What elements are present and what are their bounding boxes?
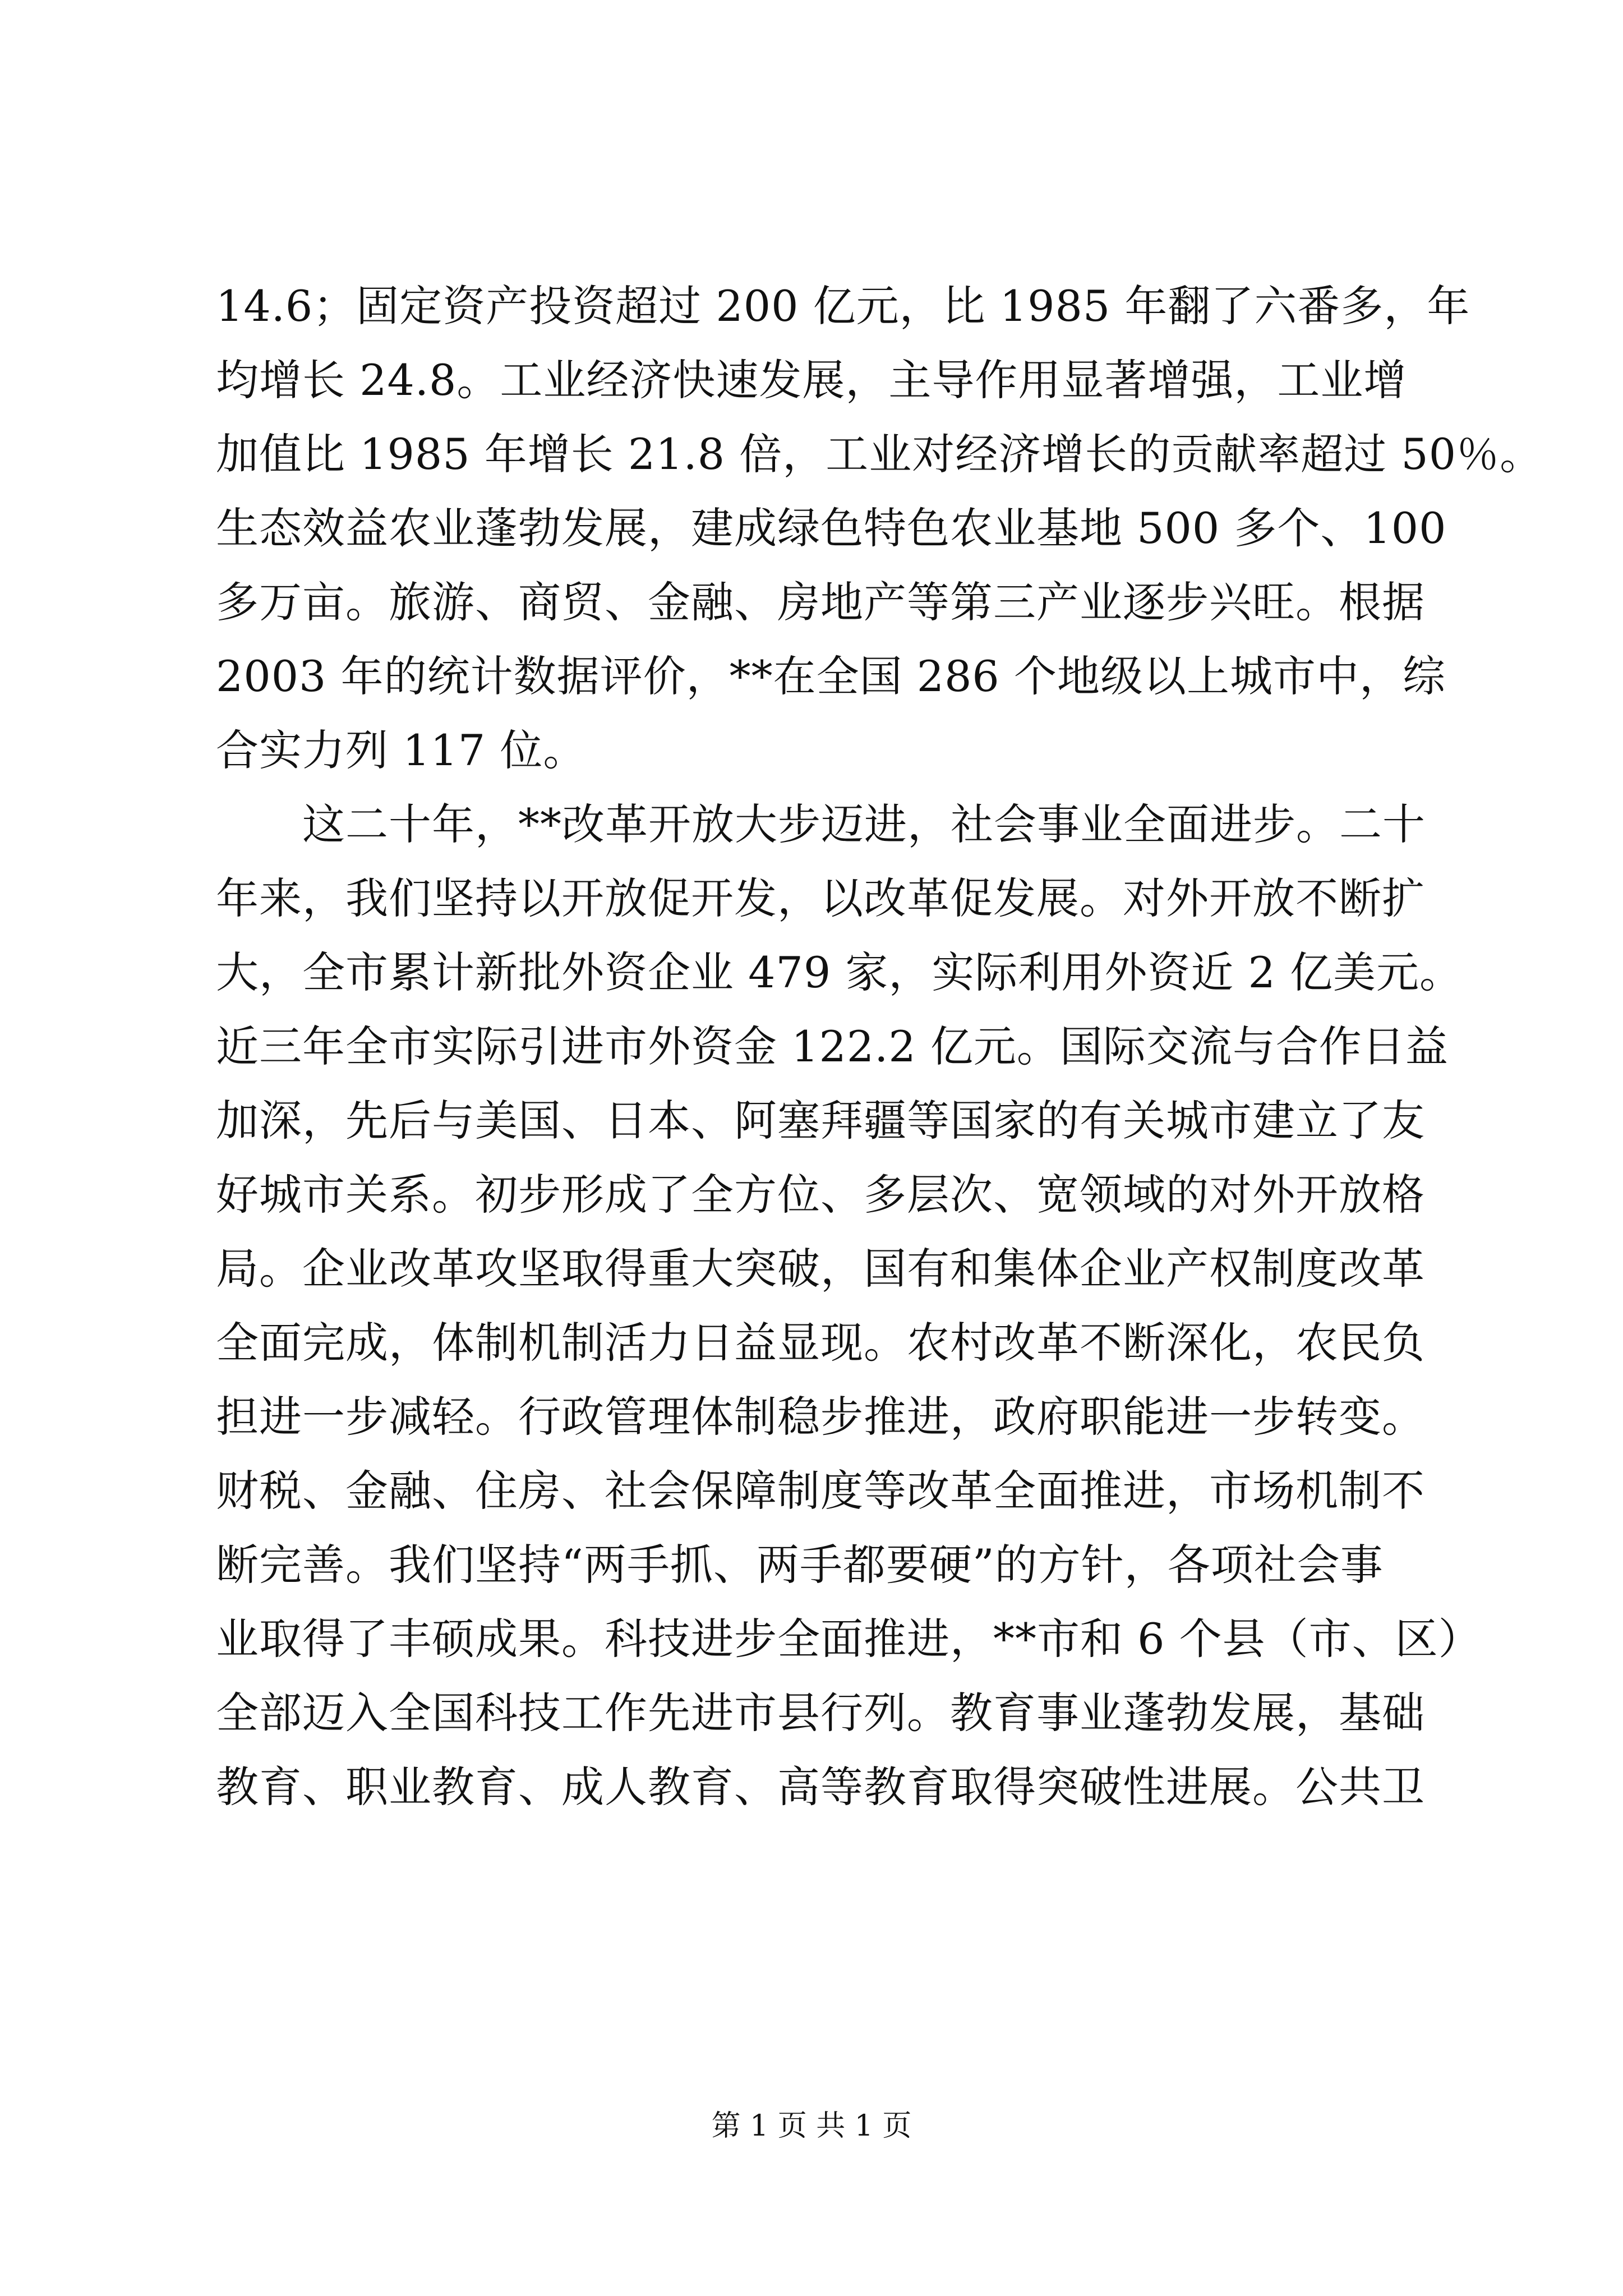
text-line: 近三年全市实际引进市外资金 122.2 亿元。国际交流与合作日益 (216, 1022, 1449, 1071)
text-line: 局。企业改革攻坚取得重大突破，国有和集体企业产权制度改革 (216, 1244, 1425, 1294)
text-line: 多万亩。旅游、商贸、金融、房地产等第三产业逐步兴旺。根据 (216, 577, 1425, 627)
text-line: 均增长 24.8。工业经济快速发展，主导作用显著增强，工业增 (216, 355, 1407, 405)
text-line: 生态效益农业蓬勃发展，建成绿色特色农业基地 500 多个、100 (216, 503, 1447, 553)
text-line: 2003 年的统计数据评价，**在全国 286 个地级以上城市中，综 (216, 651, 1446, 701)
body-text (216, 269, 1543, 1824)
text-line: 担进一步减轻。行政管理体制稳步推进，政府职能进一步转变。 (216, 1392, 1425, 1442)
page-number-footer: 第 1 页 共 1 页 (711, 2109, 912, 2143)
text-line: 合实力列 117 位。 (216, 725, 587, 775)
text-line: 好城市关系。初步形成了全方位、多层次、宽领域的对外开放格 (216, 1170, 1425, 1220)
text-line: 加值比 1985 年增长 21.8 倍，工业对经济增长的贡献率超过 50％。 (216, 429, 1543, 479)
text-line: 全部迈入全国科技工作先进市县行列。教育事业蓬勃发展，基础 (216, 1688, 1425, 1738)
text-line: 教育、职业教育、成人教育、高等教育取得突破性进展。公共卫 (216, 1762, 1425, 1812)
text-line: 14.6；固定资产投资超过 200 亿元，比 1985 年翻了六番多，年 (216, 281, 1470, 331)
text-line: 业取得了丰硕成果。科技进步全面推进，**市和 6 个县（市、区） (216, 1614, 1482, 1664)
text-line: 加深，先后与美国、日本、阿塞拜疆等国家的有关城市建立了友 (216, 1096, 1425, 1145)
text-line: 这二十年，**改革开放大步迈进，社会事业全面进步。二十 (216, 799, 1426, 849)
text-line: 财税、金融、住房、社会保障制度等改革全面推进，市场机制不 (216, 1466, 1425, 1516)
text-line: 大，全市累计新批外资企业 479 家，实际利用外资近 2 亿美元。 (216, 947, 1463, 997)
text-line: 断完善。我们坚持“两手抓、两手都要硬”的方针，各项社会事 (216, 1540, 1384, 1590)
text-line: 年来，我们坚持以开放促开发，以改革促发展。对外开放不断扩 (216, 873, 1425, 923)
text-line: 全面完成，体制机制活力日益显现。农村改革不断深化，农民负 (216, 1318, 1425, 1368)
